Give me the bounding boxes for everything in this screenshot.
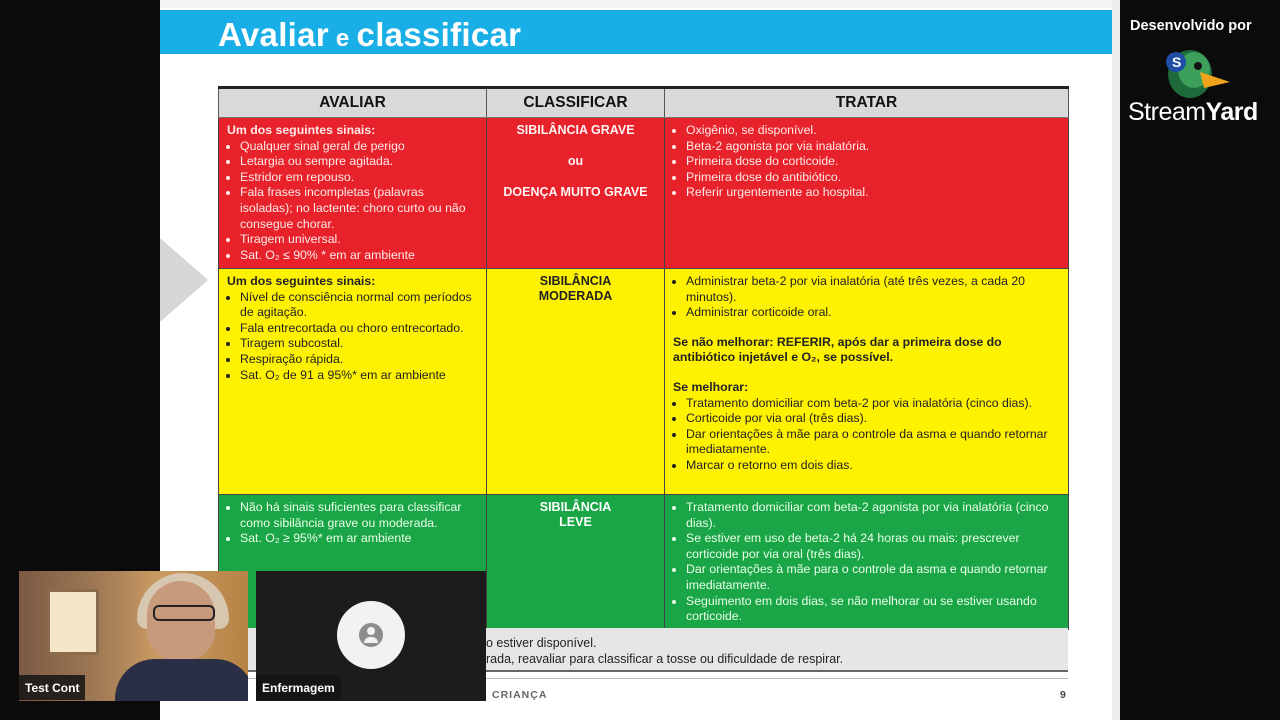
severe-avaliar-list <box>227 139 478 264</box>
slide-nav-arrow-icon <box>160 238 208 322</box>
list-item: • Dar orientações à mãe para o controle da asma e quando retornar imediatamente. <box>686 562 1060 593</box>
moderate-class-label: SIBILÂNCIA <box>539 274 612 288</box>
row-severe <box>219 118 1069 269</box>
list-item: • Nível de consciência normal com períodos de agitação. <box>240 290 478 321</box>
footer-label: CRIANÇA <box>492 689 548 701</box>
list-item: • Fala frases incompletas (palavras isoladas); no lactente: choro curto ou não consegue chorar. <box>240 185 478 232</box>
list-item: • Dar orientações à mãe para o controle da asma e quando retornar imediatamente. <box>686 427 1060 458</box>
mild-avaliar-list <box>227 500 478 547</box>
list-item: • Sat. O₂ ≤ 90% * em ar ambiente <box>240 248 478 264</box>
title-banner <box>160 10 1112 54</box>
mild-tratar-cell <box>665 495 1069 630</box>
list-item: • Respiração rápida. <box>240 352 478 368</box>
moderate-avaliar-cell <box>219 269 487 495</box>
page-number: 9 <box>1060 689 1066 701</box>
severe-class-label-2: DOENÇA MUITO GRAVE <box>503 185 648 199</box>
classification-table <box>218 86 1069 630</box>
moderate-class-label-2: MODERADA <box>538 289 613 303</box>
list-item: • Fala entrecortada ou choro entrecortado. <box>240 321 478 337</box>
list-item: • Tratamento domiciliar com beta-2 agonista por via inalatória (cinco dias). <box>686 500 1060 531</box>
slide-right-edge <box>1112 0 1120 720</box>
participant-tile-avatar[interactable] <box>256 571 486 701</box>
footnote-line-1: o estiver disponível. <box>486 636 597 650</box>
header-tratar: TRATAR <box>665 88 1069 118</box>
title-part-3: classificar <box>356 16 522 53</box>
participant-tile-camera[interactable] <box>19 571 248 701</box>
footnote-line-2: rada, reavaliar para classificar a tosse ou dificuldade de respirar. <box>486 652 844 666</box>
list-item: • Se estiver em uso de beta-2 há 24 horas ou mais: prescrever corticoide por via oral (três dias). <box>686 531 1060 562</box>
severe-avaliar-cell <box>219 118 487 269</box>
mild-tratar-list <box>673 500 1060 625</box>
list-item: • Corticoide por via oral (três dias). <box>686 411 1060 427</box>
list-item: • Tiragem universal. <box>240 232 478 248</box>
header-avaliar: AVALIAR <box>219 88 487 118</box>
svg-text:S: S <box>1172 54 1182 70</box>
list-item: • Seguimento em dois dias, se não melhorar ou se estiver usando corticoide. <box>686 594 1060 625</box>
list-item: • Qualquer sinal geral de perigo <box>240 139 478 155</box>
avatar <box>337 601 405 669</box>
moderate-classification-cell <box>487 269 665 495</box>
moderate-tratar-cell <box>665 269 1069 495</box>
row-moderate <box>219 269 1069 495</box>
list-item: • Sat. O₂ ≥ 95%* em ar ambiente <box>240 531 478 547</box>
mild-classification-cell <box>487 495 665 630</box>
list-item: • Tiragem subcostal. <box>240 336 478 352</box>
title-part-1: Avaliar <box>218 16 329 53</box>
moderate-refer-note: Se não melhorar: REFERIR, após dar a primeira dose do antibiótico injetável e O₂, se possível. <box>673 334 1002 365</box>
mild-class-label-2: LEVE <box>559 515 592 529</box>
list-item: • Administrar beta-2 por via inalatória (até três vezes, a cada 20 minutos). <box>686 274 1060 305</box>
list-item: • Estridor em repouso. <box>240 170 478 186</box>
participant-name-tag: Test Cont <box>19 675 85 700</box>
list-item: • Tratamento domiciliar com beta-2 por via inalatória (cinco dias). <box>686 396 1060 412</box>
list-item: • Primeira dose do antibiótico. <box>686 170 1060 186</box>
mild-class-label: SIBILÂNCIA <box>539 500 612 514</box>
camera-person-glasses <box>153 605 215 621</box>
slide-top-border <box>160 0 1120 8</box>
moderate-improve-list <box>673 396 1060 474</box>
brand-name-part-2: Yard <box>1205 98 1258 126</box>
header-classificar: CLASSIFICAR <box>487 88 665 118</box>
participant-name-tag: Enfermagem <box>256 675 341 700</box>
severe-tratar-cell <box>665 118 1069 269</box>
user-avatar-icon <box>359 623 383 647</box>
slide-title <box>218 16 521 54</box>
list-item: • Oxigênio, se disponível. <box>686 123 1060 139</box>
moderate-avaliar-lead: Um dos seguintes sinais: <box>227 274 376 288</box>
severe-class-label: SIBILÂNCIA GRAVE <box>516 123 635 137</box>
list-item: • Beta-2 agonista por via inalatória. <box>686 139 1060 155</box>
list-item: • Não há sinais suficientes para classificar como sibilância grave ou moderada. <box>240 500 478 531</box>
moderate-improve-lead: Se melhorar: <box>673 379 749 394</box>
severe-tratar-list <box>673 123 1060 201</box>
branding-name <box>1128 98 1258 127</box>
title-part-2: e <box>328 25 357 52</box>
list-item: • Primeira dose do corticoide. <box>686 154 1060 170</box>
camera-person-face <box>147 581 215 661</box>
severe-classification-cell <box>487 118 665 269</box>
camera-person-body <box>115 659 248 701</box>
list-item: • Letargia ou sempre agitada. <box>240 154 478 170</box>
streamyard-duck-logo-icon <box>1160 44 1232 100</box>
moderate-tratar-list <box>673 274 1060 321</box>
moderate-avaliar-list <box>227 290 478 384</box>
brand-name-part-1: Stream <box>1128 98 1206 126</box>
list-item: • Referir urgentemente ao hospital. <box>686 185 1060 201</box>
severe-class-connector: ou <box>567 154 584 168</box>
camera-window <box>47 589 99 655</box>
branding-label: Desenvolvido por <box>1130 18 1252 34</box>
severe-avaliar-lead: Um dos seguintes sinais: <box>227 123 376 137</box>
list-item: • Administrar corticoide oral. <box>686 305 1060 321</box>
table-header-row <box>219 88 1069 118</box>
list-item: • Marcar o retorno em dois dias. <box>686 458 1060 474</box>
list-item: • Sat. O₂ de 91 a 95%* em ar ambiente <box>240 368 478 384</box>
